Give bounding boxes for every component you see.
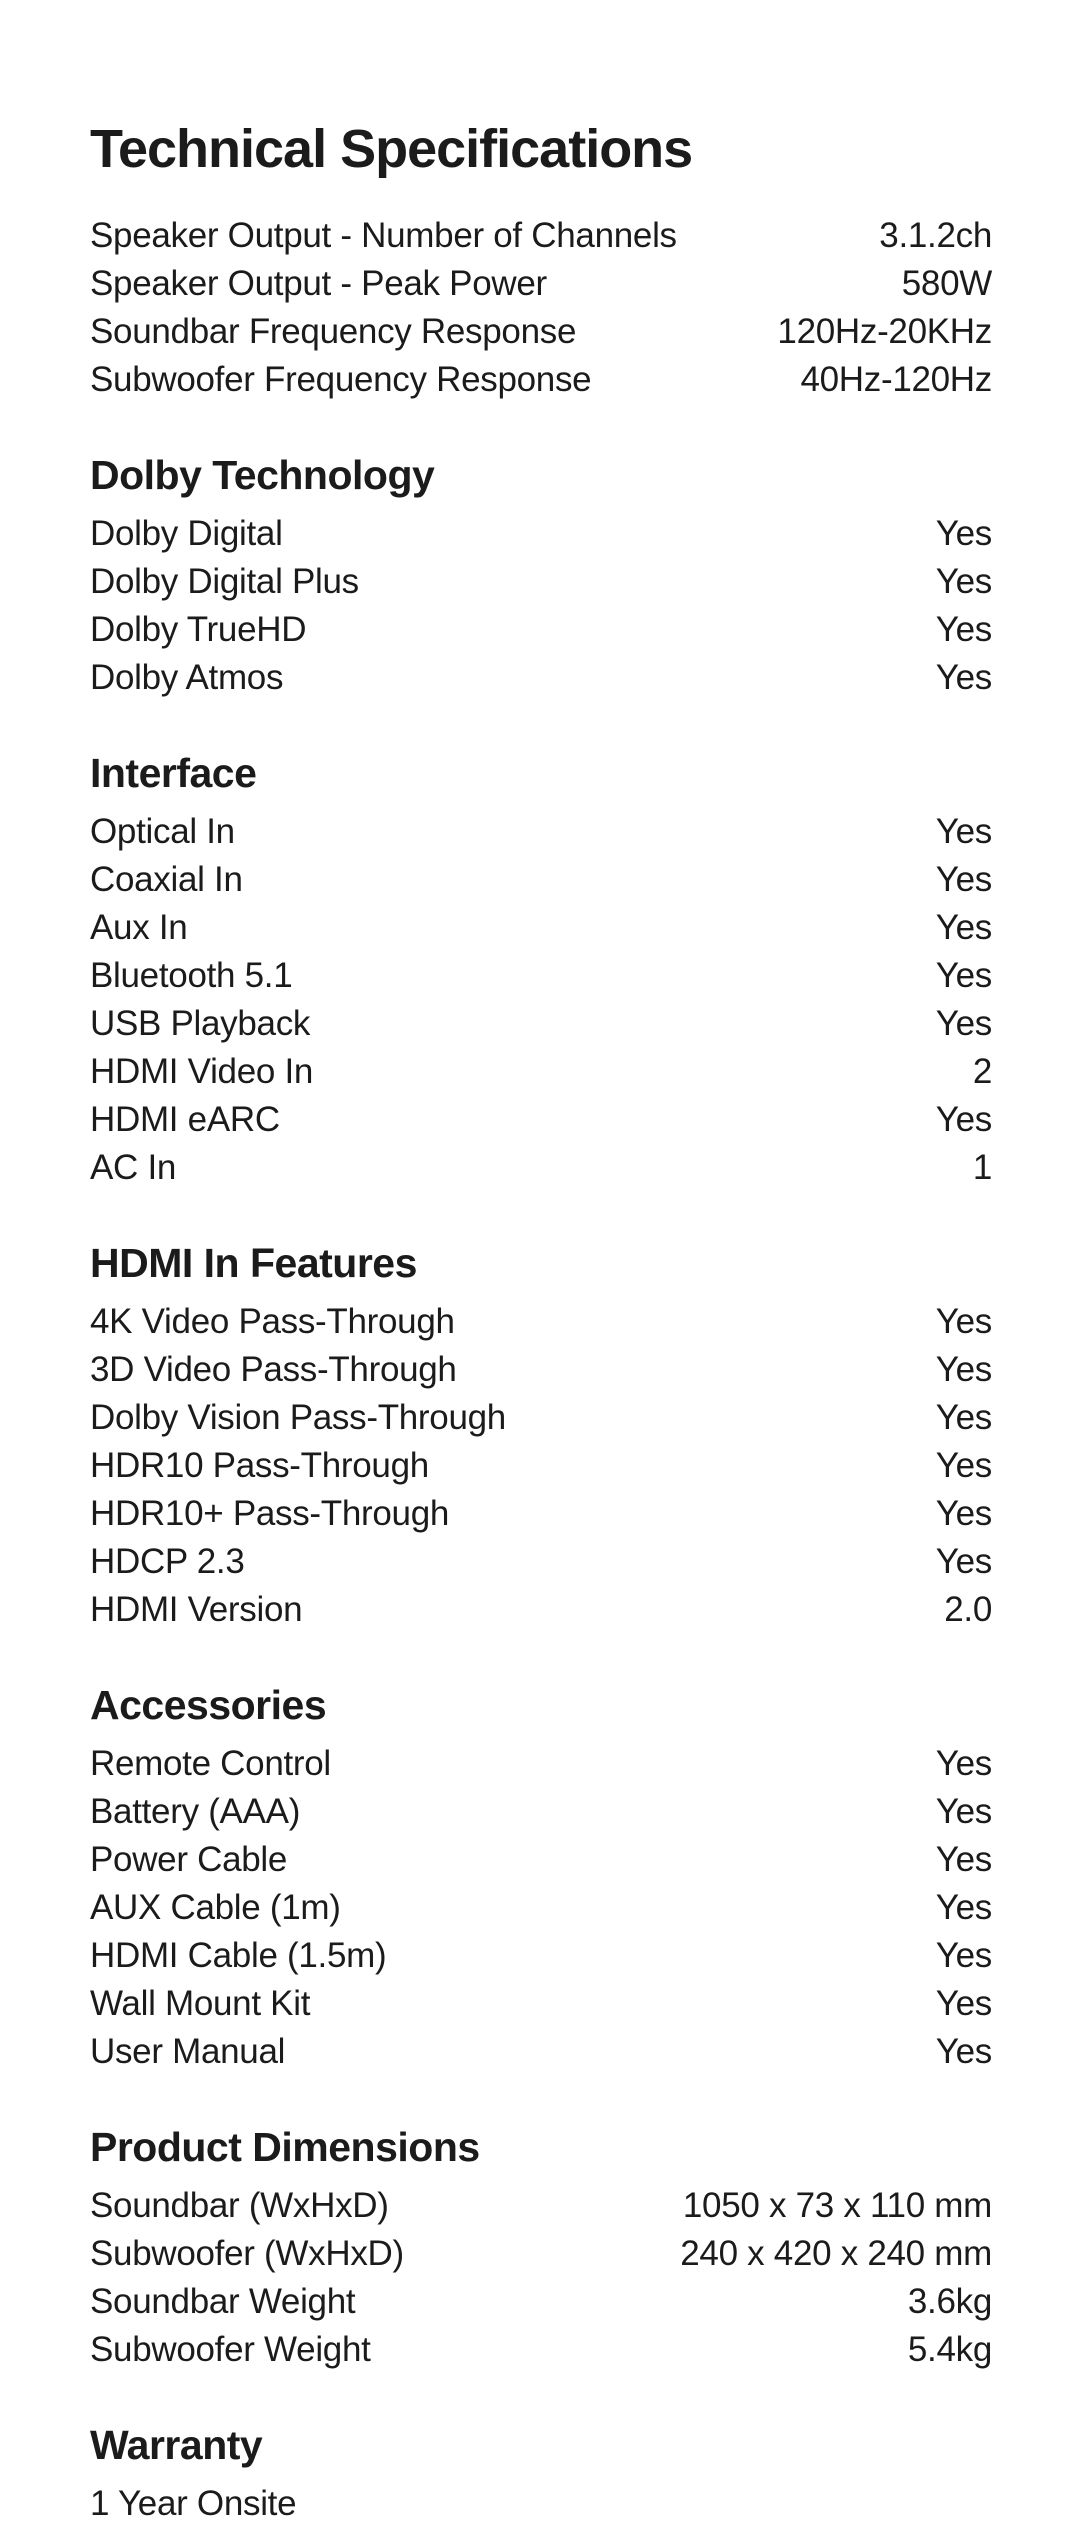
- spec-value: Yes: [935, 812, 992, 851]
- section-heading: Interface: [90, 750, 257, 796]
- spec-label: Subwoofer Weight: [90, 2330, 371, 2369]
- spec-row: [90, 1980, 992, 2028]
- spec-row: [90, 1490, 992, 1538]
- spec-value: 1050 x 73 x 110 mm: [682, 2186, 992, 2225]
- spec-label: Dolby Vision Pass-Through: [90, 1398, 506, 1437]
- spec-section: [90, 1680, 992, 2076]
- spec-label: HDMI Video In: [90, 1052, 314, 1091]
- spec-label: Dolby Digital Plus: [90, 562, 359, 601]
- page-title: Technical Specifications: [90, 119, 693, 179]
- spec-label: HDMI Version: [90, 1590, 303, 1629]
- spec-value: Yes: [935, 1542, 992, 1581]
- spec-label: Subwoofer Frequency Response: [90, 360, 592, 399]
- spec-row: [90, 1932, 992, 1980]
- spec-row: [90, 1836, 992, 1884]
- spec-row: [90, 856, 992, 904]
- spec-value: 120Hz-20KHz: [777, 312, 992, 351]
- section-heading: Dolby Technology: [90, 452, 435, 498]
- spec-section: [90, 748, 992, 1192]
- spec-row: [90, 558, 992, 606]
- section-rows: [90, 808, 992, 1192]
- spec-label: Coaxial In: [90, 860, 243, 899]
- spec-row: [90, 1298, 992, 1346]
- spec-label: 4K Video Pass-Through: [90, 1302, 455, 1341]
- section-rows: [90, 1298, 992, 1634]
- spec-value: 2.0: [944, 1590, 992, 1629]
- spec-section: [90, 212, 992, 404]
- spec-row: [90, 654, 992, 702]
- spec-label: HDR10+ Pass-Through: [90, 1494, 450, 1533]
- spec-label: AC In: [90, 1148, 177, 1187]
- spec-row: [90, 904, 992, 952]
- spec-section: [90, 1238, 992, 1634]
- spec-sections: [90, 212, 992, 2528]
- spec-section: [90, 450, 992, 702]
- spec-value: Yes: [935, 658, 992, 697]
- spec-value: Yes: [935, 908, 992, 947]
- spec-value: Yes: [935, 1398, 992, 1437]
- spec-value: Yes: [935, 514, 992, 553]
- spec-label: Bluetooth 5.1: [90, 956, 293, 995]
- spec-section: [90, 2420, 992, 2528]
- spec-label: HDCP 2.3: [90, 1542, 245, 1581]
- section-rows: [90, 2182, 992, 2374]
- spec-label: User Manual: [90, 2032, 286, 2071]
- spec-label: Dolby TrueHD: [90, 610, 307, 649]
- spec-row: [90, 1096, 992, 1144]
- spec-label: 3D Video Pass-Through: [90, 1350, 457, 1389]
- spec-value: Yes: [935, 1100, 992, 1139]
- spec-value: Yes: [935, 2032, 992, 2071]
- spec-value: 3.1.2ch: [879, 216, 992, 255]
- spec-value: Yes: [935, 1004, 992, 1043]
- spec-label: Subwoofer (WxHxD): [90, 2234, 404, 2273]
- spec-value: 3.6kg: [907, 2282, 992, 2321]
- section-rows: [90, 212, 992, 404]
- spec-label: Soundbar Weight: [90, 2282, 356, 2321]
- spec-label: Soundbar Frequency Response: [90, 312, 577, 351]
- spec-value: Yes: [935, 1744, 992, 1783]
- section-heading: HDMI In Features: [90, 1240, 417, 1286]
- spec-value: Yes: [935, 1494, 992, 1533]
- spec-label: HDMI Cable (1.5m): [90, 1936, 387, 1975]
- spec-value: 2: [972, 1052, 992, 1091]
- spec-value: Yes: [935, 562, 992, 601]
- section-rows: [90, 1740, 992, 2076]
- spec-row: [90, 2230, 992, 2278]
- spec-label: Speaker Output - Peak Power: [90, 264, 547, 303]
- spec-row: [90, 356, 992, 404]
- spec-value: Yes: [935, 610, 992, 649]
- spec-label: Aux In: [90, 908, 188, 947]
- spec-label: USB Playback: [90, 1004, 311, 1043]
- spec-row: [90, 2278, 992, 2326]
- spec-row: [90, 2182, 992, 2230]
- spec-row: [90, 1000, 992, 1048]
- spec-value: Yes: [935, 1302, 992, 1341]
- spec-row: [90, 510, 992, 558]
- spec-label: HDMI eARC: [90, 1100, 280, 1139]
- spec-value: Yes: [935, 860, 992, 899]
- spec-row: [90, 1346, 992, 1394]
- spec-row: [90, 1788, 992, 1836]
- spec-section: [90, 2122, 992, 2374]
- spec-label: Remote Control: [90, 1744, 331, 1783]
- spec-row: [90, 308, 992, 356]
- spec-row: [90, 808, 992, 856]
- spec-row: [90, 1538, 992, 1586]
- section-heading: Accessories: [90, 1682, 327, 1728]
- section-heading: Warranty: [90, 2422, 263, 2468]
- spec-value: 240 x 420 x 240 mm: [680, 2234, 992, 2273]
- spec-label: AUX Cable (1m): [90, 1888, 341, 1927]
- spec-row: [90, 1144, 992, 1192]
- spec-row: [90, 1442, 992, 1490]
- spec-label: Optical In: [90, 812, 235, 851]
- spec-label: Power Cable: [90, 1840, 288, 1879]
- spec-value: 5.4kg: [907, 2330, 992, 2369]
- spec-label: Dolby Atmos: [90, 658, 284, 697]
- spec-label: HDR10 Pass-Through: [90, 1446, 429, 1485]
- spec-label: 1 Year Onsite: [90, 2484, 297, 2523]
- spec-value: 40Hz-120Hz: [800, 360, 992, 399]
- section-rows: [90, 510, 992, 702]
- spec-label: Soundbar (WxHxD): [90, 2186, 389, 2225]
- spec-value: Yes: [935, 1446, 992, 1485]
- spec-row: [90, 1884, 992, 1932]
- spec-value: Yes: [935, 956, 992, 995]
- spec-value: Yes: [935, 1936, 992, 1975]
- spec-value: Yes: [935, 1840, 992, 1879]
- spec-row: [90, 1740, 992, 1788]
- spec-row: [90, 1586, 992, 1634]
- spec-value: Yes: [935, 1792, 992, 1831]
- section-heading: Product Dimensions: [90, 2124, 480, 2170]
- spec-row: [90, 2480, 992, 2528]
- spec-row: [90, 2028, 992, 2076]
- spec-row: [90, 1048, 992, 1096]
- spec-value: Yes: [935, 1984, 992, 2023]
- spec-value: 580W: [901, 264, 992, 303]
- spec-row: [90, 606, 992, 654]
- spec-label: Battery (AAA): [90, 1792, 301, 1831]
- spec-row: [90, 212, 992, 260]
- spec-value: Yes: [935, 1888, 992, 1927]
- spec-label: Dolby Digital: [90, 514, 283, 553]
- spec-value: 1: [972, 1148, 992, 1187]
- section-rows: [90, 2480, 992, 2528]
- spec-value: Yes: [935, 1350, 992, 1389]
- spec-label: Speaker Output - Number of Channels: [90, 216, 677, 255]
- spec-row: [90, 1394, 992, 1442]
- spec-row: [90, 952, 992, 1000]
- spec-row: [90, 260, 992, 308]
- spec-row: [90, 2326, 992, 2374]
- spec-label: Wall Mount Kit: [90, 1984, 311, 2023]
